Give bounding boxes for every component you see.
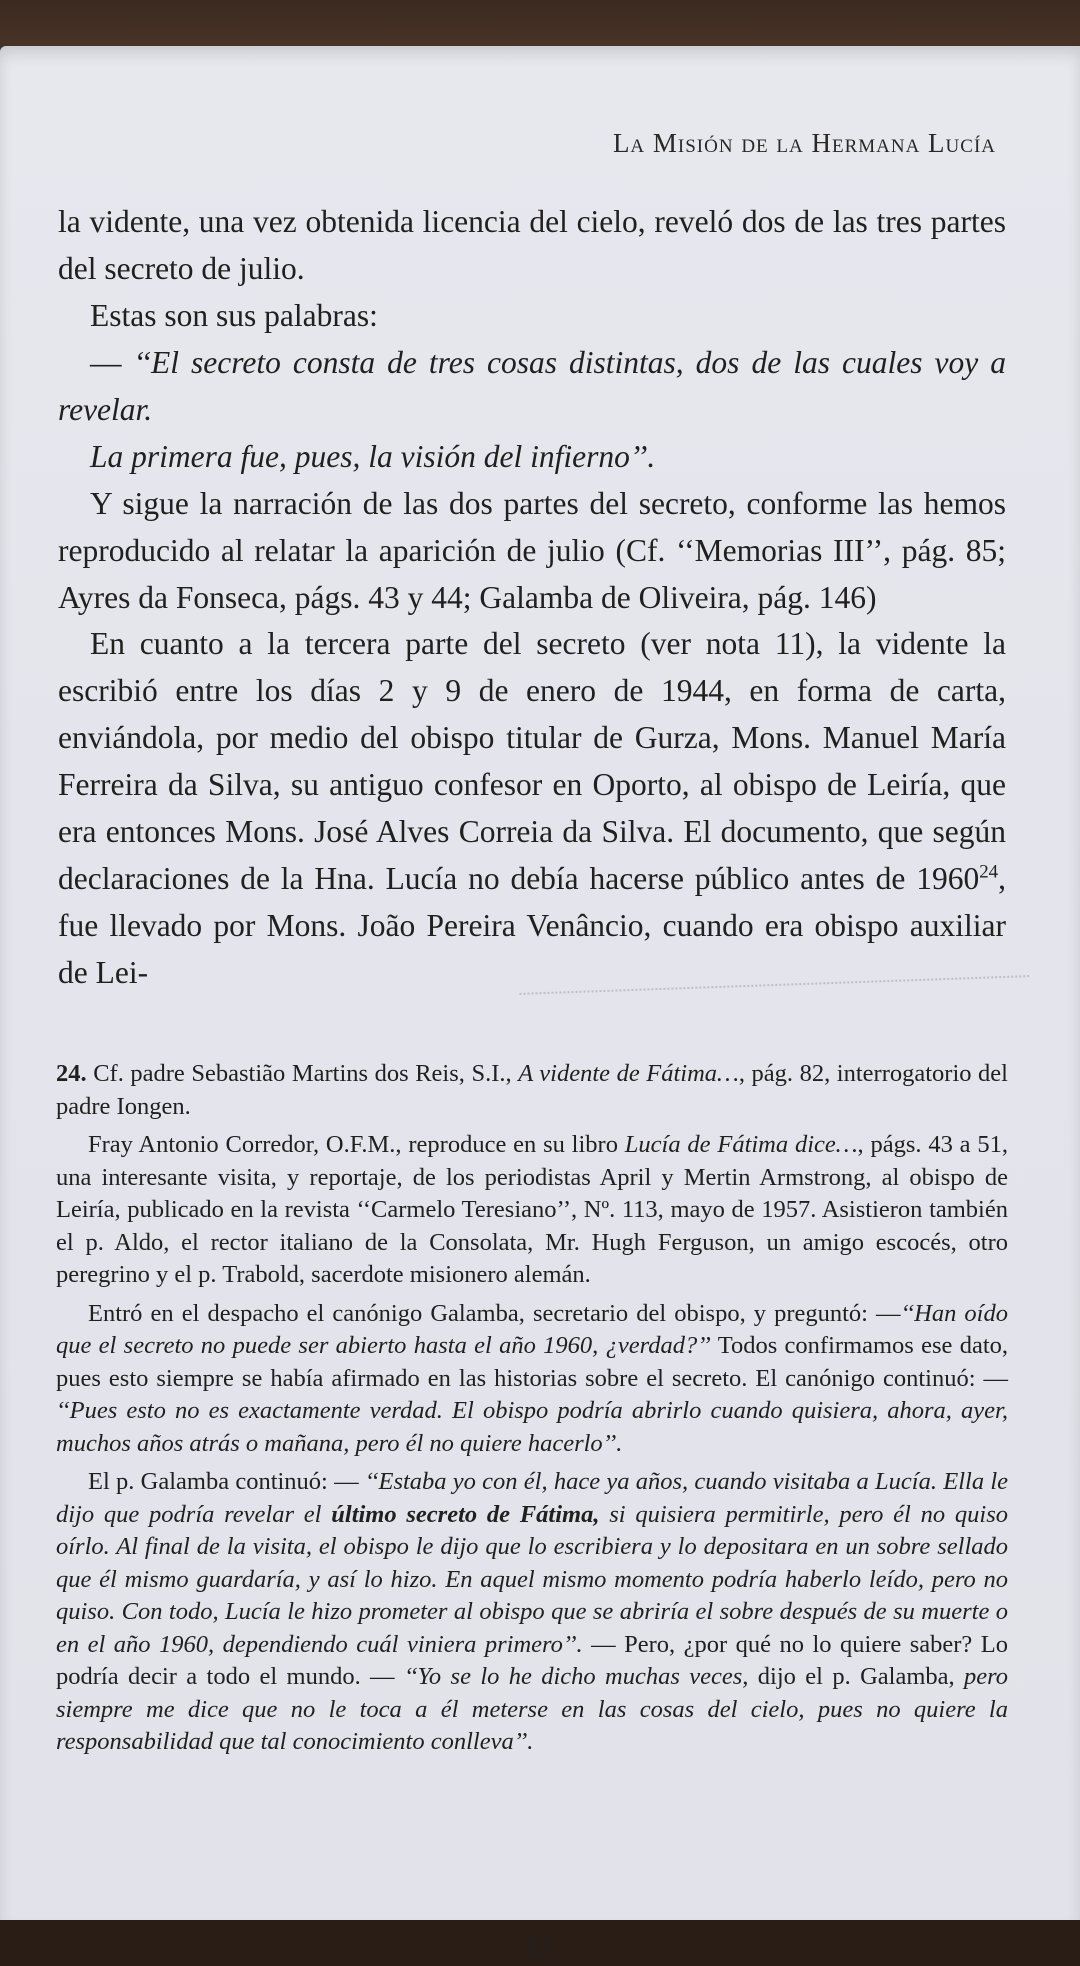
footnote-24 [56,1058,1008,1123]
footnote-quote: ‘‘Han oído que el secreto no puede ser abierto hasta el año 1960, ¿verdad?’’ [56,1299,1008,1359]
footnote-quote: si quisiera permitirle, pero él no quiso oírlo. Al final de la visita, el obispo le dijo que lo escribiera y lo depositara en un sobre sellado que él mismo guardaría, y así lo hizo. En aquel mismo momento podría haberlo leído, pero no quiso. Con todo, Lucía le hizo prometer al obispo que se abriría el sobre después de su muerte o en el año 1960, dependiendo cuál viniera primero’’. [56,1500,1008,1658]
footnote-text: Cf. padre Sebastião Martins dos Reis, S.I., [86,1060,519,1087]
body-text-top [58,198,1006,621]
footnote-text: Fray Antonio Corredor, O.F.M., reproduce en su libro [88,1131,625,1158]
footnote-book-title: Lucía de Fátima dice… [624,1131,858,1158]
footnote-text: El p. Galamba continuó: — [88,1468,365,1495]
footnote-paragraph-4 [56,1466,1008,1759]
footnote-text: , pág. 82, interrogatorio del padre Iongen. [56,1060,1008,1120]
footnote-number: 24. [56,1060,87,1087]
footnote-emphasis: último secreto de Fátima, [331,1500,600,1528]
paragraph-third-secret-a: En cuanto a la tercera parte del secreto (ver nota 11), la vidente la escribió entre los días 2 y 9 de enero de 1944, en forma de carta, enviándola, por medio del obispo titular de Gurza, Mons. Manuel María Ferreira da Silva, su antiguo confesor en Oporto, al obispo de Leiría, que era entonces Mons. José Alves Correia da Silva. El documento, que según declaraciones de la Hna. Lucía no debía hacerse público antes de 1960 [58,626,1006,896]
footnote-text: Entró en el despacho el canónigo Galamba, secretario del obispo, y preguntó: — [88,1299,901,1327]
running-title: La Misión de la Hermana Lucía [612,128,996,158]
footnote-quote: ‘‘Yo se lo he dicho muchas veces, [403,1663,749,1690]
footnote-quote: pero siempre me dice que no le toca a él meterse en las cosas del cielo, pues no quiere la responsabilidad que tal conocimiento conlleva’’. [56,1663,1008,1755]
footnote-paragraph-3 [56,1298,1008,1461]
footnote-text: dijo el p. Galamba, [748,1663,964,1690]
footnote-book-title: A vidente de Fátima… [518,1060,739,1087]
footnote-marker[interactable]: 24 [979,861,999,883]
footnote-text: , págs. 43 a 51, una interesante visita, y reportaje, de los periodistas April y Mertin Armstrong, al obispo de Leiría, publicado en la revista ‘‘Carmelo Teresiano’’, Nº. 113, mayo de 1957. Asistieron también el p. Aldo, el rector italiano de la Consolata, Mr. Hugh Ferguson, un amigo escocés, otro peregrino y el p. Trabold, sacerdote misionero alemán. [56,1131,1008,1288]
body-text-bottom [58,620,1006,996]
footnotes [56,1058,1008,1765]
book-page [0,46,1080,1965]
footnote-quote: ‘‘Estaba yo con él, hace ya años, cuando visitaba a Lucía. Ella le dijo que podría revelar el [56,1468,1008,1528]
paragraph-third-secret-b: , fue llevado por Mons. João Pereira Venâncio, cuando era obispo auxiliar de Lei- [58,861,1006,990]
page-number: 81 [526,1934,554,1965]
footnote-text: Todos confirmamos ese dato, pues esto siempre se había afirmado en las historias sobre el secreto. El canónigo continuó: — [56,1332,1008,1392]
paragraph-narration: Y sigue la narración de las dos partes del secreto, conforme las hemos reproducido al relatar la aparición de julio (Cf. ‘‘Memorias III’’, pág. 85; Ayres da Fonseca, págs. 43 y 44; Galamba de Oliveira, pág. 146) [58,486,1006,615]
quote-text: ‘‘El secreto consta de tres cosas distintas, dos de las cuales voy a revelar. [58,345,1006,427]
footnote-text: — Pero, ¿por qué no lo quiere saber? Lo podría decir a todo el mundo. — [56,1630,1009,1690]
paragraph-intro-quote: Estas son sus palabras: [90,298,378,333]
paragraph-quote-2: La primera fue, pues, la visión del infierno’’. [90,439,656,474]
footnote-paragraph-2 [56,1129,1008,1292]
quote-dash: — [90,345,134,380]
footnote-quote: ‘‘Pues esto no es exactamente verdad. El obispo podría abrirlo cuando quisiera, ahora, ayer, muchos años atrás o mañana, pero él no quiere hacerlo’’. [56,1397,1008,1457]
paragraph-quote-1 [58,339,1006,433]
paragraph-continued: la vidente, una vez obtenida licencia del cielo, reveló dos de las tres partes del secreto de julio. [58,204,1006,286]
paragraph-third-secret [58,620,1006,996]
